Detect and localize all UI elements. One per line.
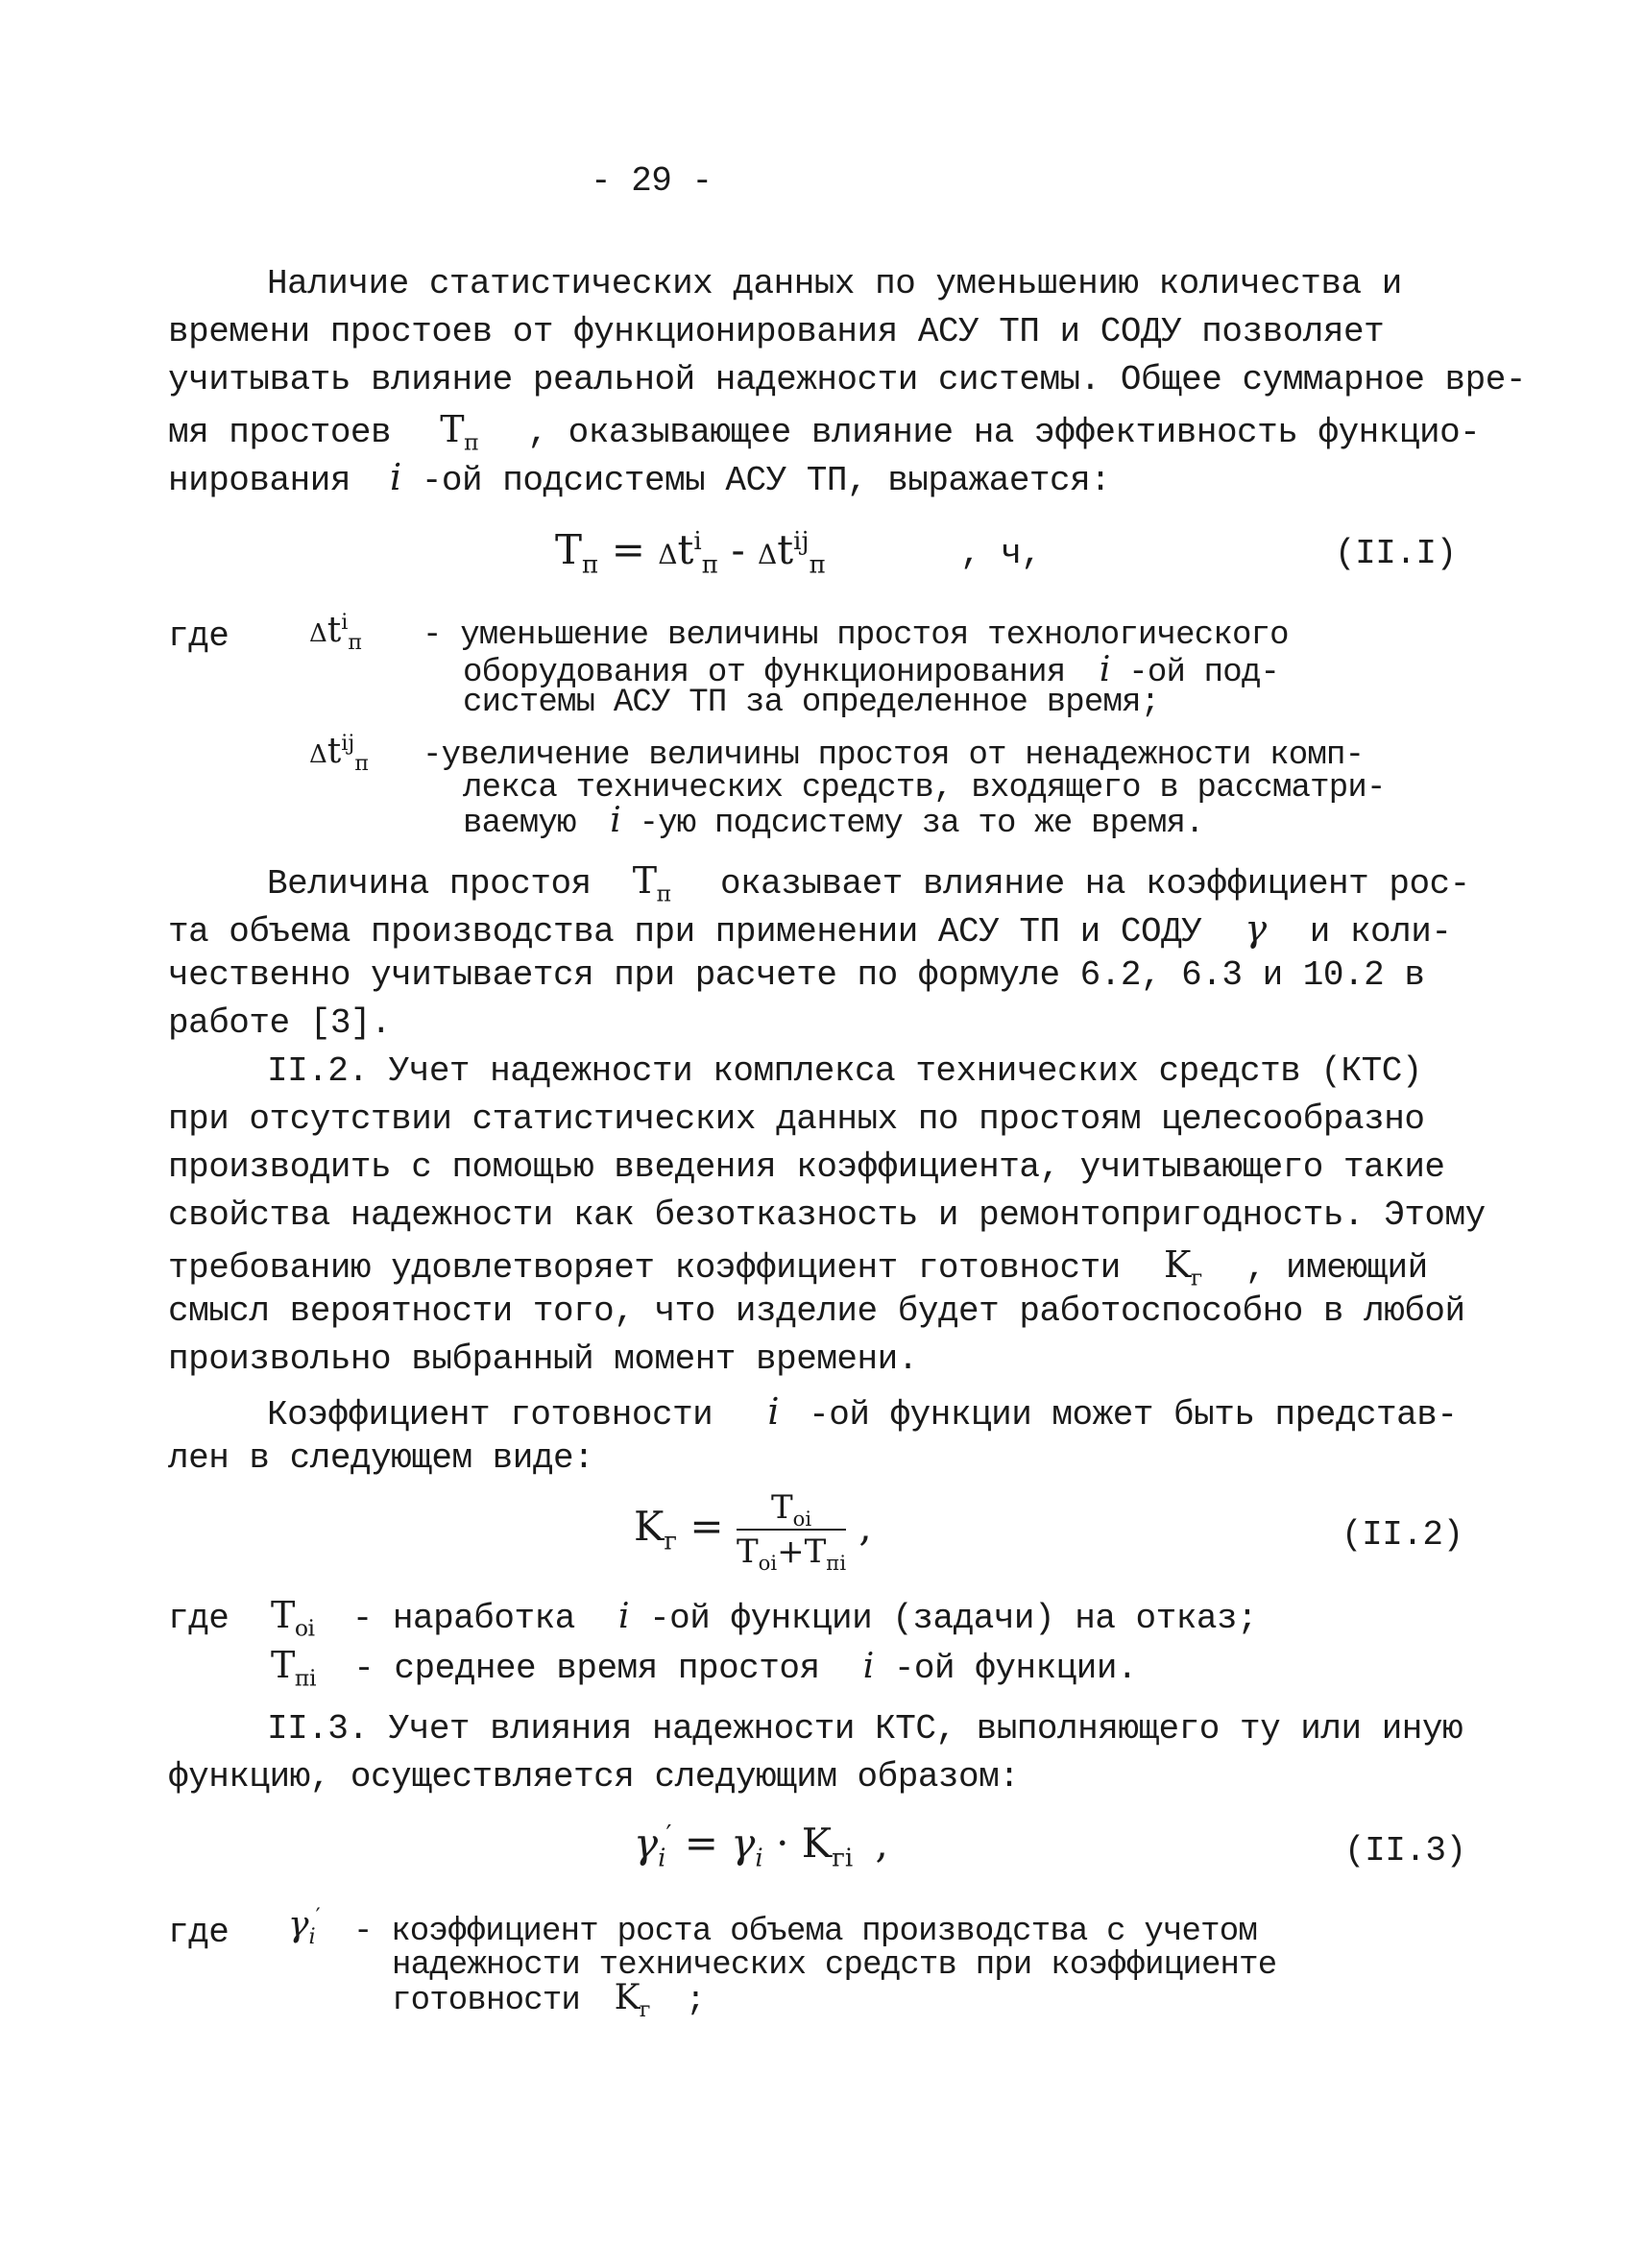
p3-line-4: свойства надежности как безотказность и ремонтопригодность. Этому xyxy=(168,1195,1486,1235)
symbol-delta-t-i: $\Delta t^i_п$ xyxy=(309,610,363,656)
symbol-delta-t-ij: $\Delta t^{ij}_п$ xyxy=(309,731,370,777)
where3-line2: надежности технических средств при коэффициенте xyxy=(392,1947,1277,1984)
where1-def1-line2: оборудования от функционирования i -ой под- xyxy=(463,650,1280,691)
p3-line-1: II.2. Учет надежности комплекса технических средств (КТС) xyxy=(267,1051,1422,1091)
p2-line-1: Величина простоя $T_п$ оказывает влияние на коэффициент рос- xyxy=(267,859,1470,907)
p2-line-4: работе [3]. xyxy=(168,1003,392,1043)
p4-line-2: лен в следующем виде: xyxy=(168,1438,594,1478)
p1-line-1: Наличие статистических данных по уменьшению количества и xyxy=(267,264,1402,303)
p2-line-3: чественно учитывается при расчете по формуле 6.2, 6.3 и 10.2 в xyxy=(168,955,1425,995)
p3-line-5: требованию удовлетворяет коэффициент готовности $K_г$ , имеющий xyxy=(168,1243,1428,1291)
p3-line-2: при отсутствии статистических данных по простоям целесообразно xyxy=(168,1099,1425,1139)
p5-line-1: II.3. Учет влияния надежности КТС, выполняющего ту или иную xyxy=(267,1709,1463,1749)
equation-ii-1-unit: , ч, xyxy=(960,534,1042,573)
where2-line2: $T_{пi}$ - среднее время простоя i -ой функции. xyxy=(271,1644,1138,1692)
p5-line-2: функцию, осуществляется следующим образом: xyxy=(168,1757,1020,1797)
p2-line-2: та объема производства при применении АСУ ТП и СОДУ γ и коли- xyxy=(168,907,1452,952)
where1-def2-line3: ваемую i -ую подсистему за то же время. xyxy=(463,801,1204,842)
p3-line-3: производить с помощью введения коэффициента, учитывающего такие xyxy=(168,1147,1445,1187)
where-label-1: где xyxy=(168,616,230,656)
p3-line-7: произвольно выбранный момент времени. xyxy=(168,1339,918,1379)
p1-line-3: учитывать влияние реальной надежности системы. Общее суммарное вре- xyxy=(168,360,1526,399)
equation-ii-2: $K_г$ = $\frac{T_{оi}}{T_{оi}+T_{пi}}$ , xyxy=(634,1488,872,1575)
where1-def2-line2: лекса технических средств, входящего в рассматри- xyxy=(463,770,1386,807)
where1-def1-line1: - уменьшение величины простоя технологического xyxy=(423,617,1289,654)
equation-ii-1-number: (II.I) xyxy=(1335,534,1457,573)
where1-def1-line3: системы АСУ ТП за определенное время; xyxy=(463,685,1160,721)
p1-line-2: времени простоев от функционирования АСУ ТП и СОДУ позволяет xyxy=(168,312,1385,351)
equation-ii-1: $T_п = \Delta t^i_п - \Delta t^{ij}_п$ xyxy=(555,526,826,580)
equation-ii-3-number: (II.3) xyxy=(1344,1831,1466,1870)
p4-line-1: Коэффициент готовности i -ой функции может быть представ- xyxy=(267,1390,1458,1435)
symbol-gamma-i-prime: $\gamma_i'$ xyxy=(288,1904,321,1950)
equation-ii-2-number: (II.2) xyxy=(1342,1515,1463,1555)
where3-line1: - коэффициент роста объема производства с учетом xyxy=(353,1914,1257,1950)
p3-line-6: смысл вероятности того, что изделие будет работоспособно в любой xyxy=(168,1291,1465,1331)
equation-ii-3: $\gamma_i' = \gamma_i \cdot K_{гi}$ , xyxy=(634,1820,888,1873)
where-label-3: где xyxy=(168,1913,230,1952)
where3-line3: готовности $K_г$ ; xyxy=(392,1978,705,2023)
where2-line1: $T_{оi}$ - наработка i -ой функции (задачи) на отказ; xyxy=(271,1594,1258,1642)
where1-def2-line1: -увеличение величины простоя от ненадежности комп- xyxy=(423,737,1365,774)
where-label-2: где xyxy=(168,1599,230,1638)
page-number: - 29 - xyxy=(591,161,713,201)
p1-line-4: мя простоев $T_п$ , оказывающее влияние на эффективность функцио- xyxy=(168,408,1481,456)
p1-line-5: нирования i -ой подсистемы АСУ ТП, выражается: xyxy=(168,456,1111,500)
